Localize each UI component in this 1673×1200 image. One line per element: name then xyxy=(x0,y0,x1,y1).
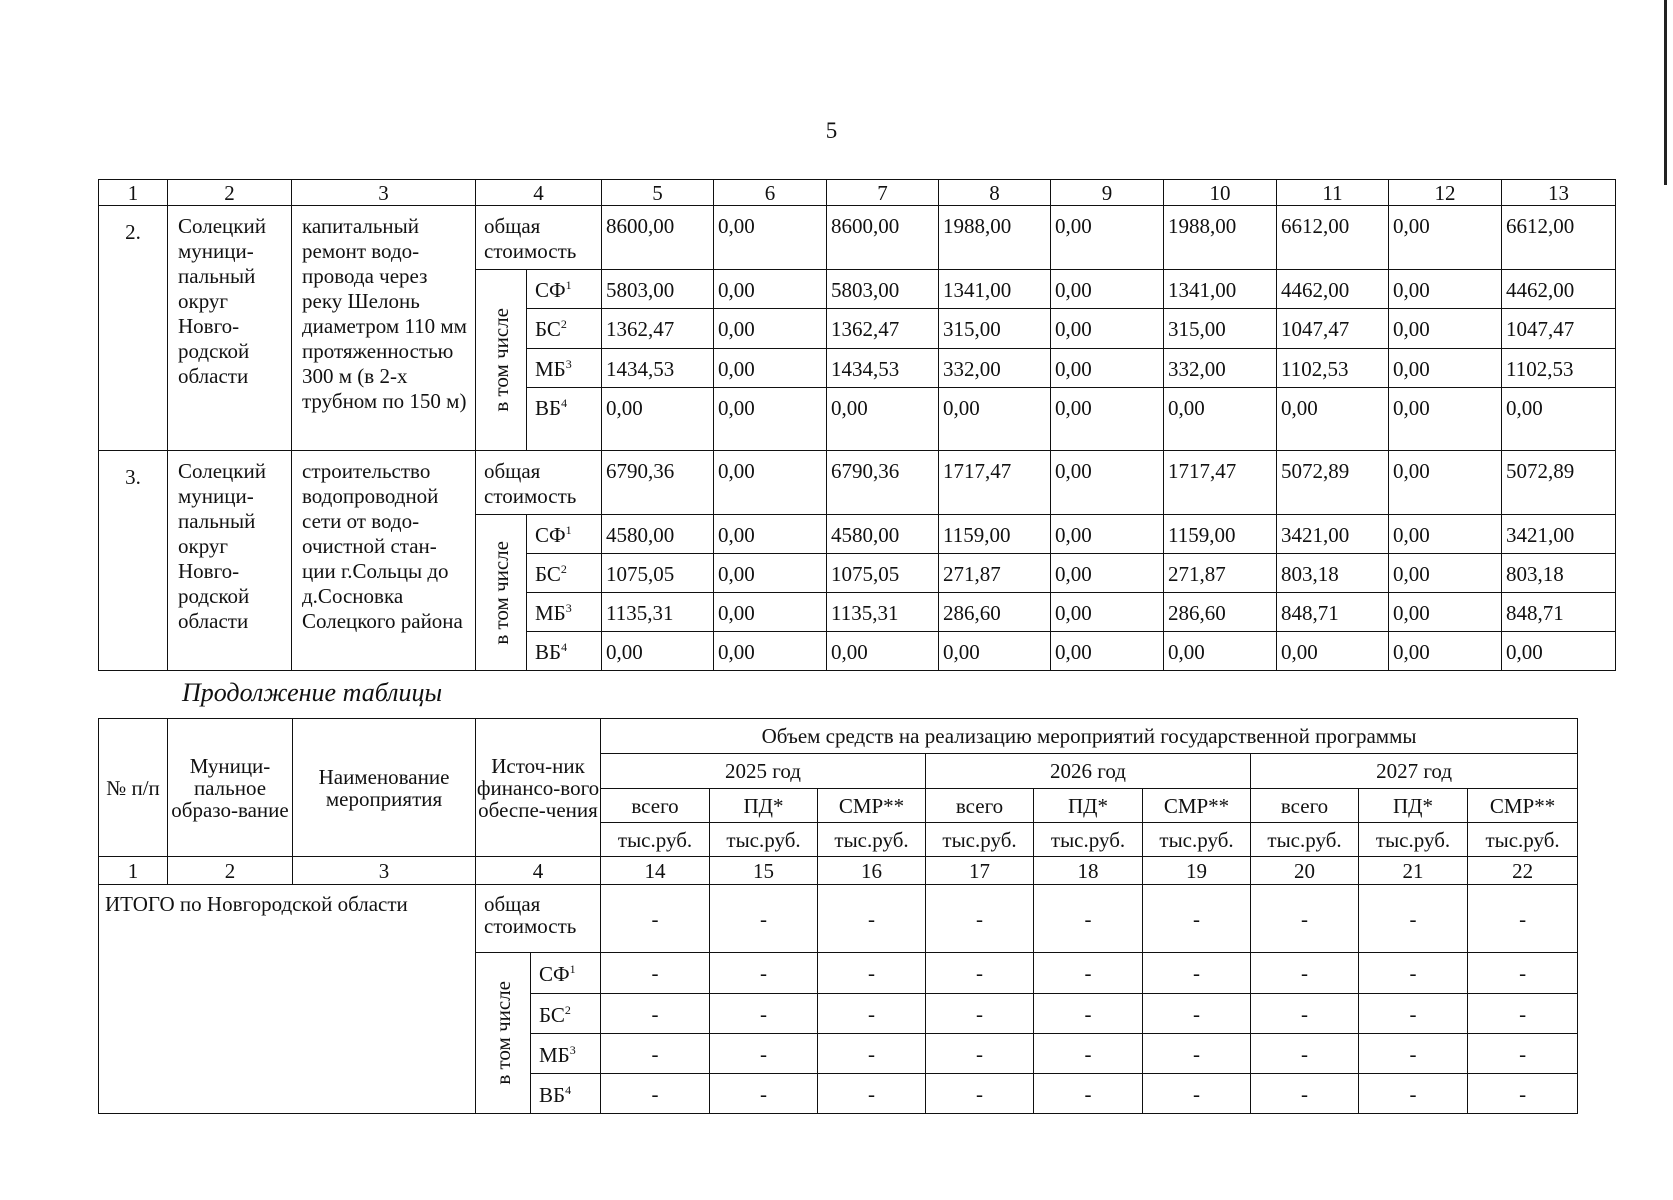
value-cell: 315,00 xyxy=(939,309,1051,348)
value-cell: 1075,05 xyxy=(827,554,939,593)
header-subcol: ПД* xyxy=(1034,789,1143,823)
value-cell: 4462,00 xyxy=(1277,270,1389,309)
value-cell: 0,00 xyxy=(1389,554,1502,593)
value-cell: 0,00 xyxy=(714,554,827,593)
empty-value: - xyxy=(1034,994,1143,1034)
value-cell: 4462,00 xyxy=(1502,270,1616,309)
value-cell: 0,00 xyxy=(939,632,1051,671)
row-number: 2. xyxy=(99,206,168,451)
total-cost-label: общая стоимость xyxy=(476,451,602,515)
col-number: 18 xyxy=(1034,857,1143,885)
header-volume: Объем средств на реализацию мероприятий государственной программы xyxy=(601,719,1578,754)
source-vb: $ВБ^4$ xyxy=(527,388,602,451)
header-subcol: СМР** xyxy=(1468,789,1578,823)
value-cell: 0,00 xyxy=(1277,388,1389,451)
value-cell: 0,00 xyxy=(1502,632,1616,671)
empty-value: - xyxy=(926,885,1034,953)
empty-value: - xyxy=(1359,1074,1468,1114)
source-mb: $МБ^3$ xyxy=(527,593,602,632)
source-mb: $МБ^3$ xyxy=(531,1034,601,1074)
value-cell: 1135,31 xyxy=(827,593,939,632)
header-unit: тыс.руб. xyxy=(710,823,818,857)
value-cell: 1135,31 xyxy=(602,593,714,632)
header-unit: тыс.руб. xyxy=(1251,823,1359,857)
empty-value: - xyxy=(818,1074,926,1114)
empty-value: - xyxy=(1468,1074,1578,1114)
value-cell: 0,00 xyxy=(1389,309,1502,348)
value-cell: 803,18 xyxy=(1502,554,1616,593)
value-cell: 1159,00 xyxy=(939,515,1051,554)
col-number: 21 xyxy=(1359,857,1468,885)
value-cell: 1434,53 xyxy=(602,348,714,387)
empty-value: - xyxy=(601,885,710,953)
header-event: Наименование мероприятия xyxy=(293,719,476,857)
value-cell: 1159,00 xyxy=(1164,515,1277,554)
value-cell: 6790,36 xyxy=(602,451,714,515)
value-cell: 0,00 xyxy=(602,388,714,451)
col-number: 15 xyxy=(710,857,818,885)
value-cell: 1341,00 xyxy=(939,270,1051,309)
value-cell: 848,71 xyxy=(1277,593,1389,632)
empty-value: - xyxy=(1468,1034,1578,1074)
empty-value: - xyxy=(1468,885,1578,953)
value-cell: 0,00 xyxy=(1164,632,1277,671)
source-sf: $СФ^1$ xyxy=(531,953,601,994)
total-row xyxy=(99,885,1578,953)
value-cell: 0,00 xyxy=(1051,309,1164,348)
value-cell: 5072,89 xyxy=(1502,451,1616,515)
empty-value: - xyxy=(926,953,1034,994)
source-bs: $БС^2$ xyxy=(527,554,602,593)
value-cell: 1047,47 xyxy=(1502,309,1616,348)
value-cell: 0,00 xyxy=(714,206,827,270)
page-number: 5 xyxy=(825,118,838,143)
value-cell: 0,00 xyxy=(714,593,827,632)
source-vb: $ВБ^4$ xyxy=(527,632,602,671)
value-cell: 1717,47 xyxy=(939,451,1051,515)
table-row xyxy=(99,206,1616,270)
col-number: 16 xyxy=(818,857,926,885)
col-number: 5 xyxy=(602,180,714,206)
value-cell: 0,00 xyxy=(1389,593,1502,632)
empty-value: - xyxy=(818,953,926,994)
value-cell: 803,18 xyxy=(1277,554,1389,593)
value-cell: 332,00 xyxy=(1164,348,1277,387)
header-unit: тыс.руб. xyxy=(601,823,710,857)
value-cell: 286,60 xyxy=(1164,593,1277,632)
value-cell: 0,00 xyxy=(714,270,827,309)
program-table xyxy=(98,179,1616,671)
table-row xyxy=(99,451,1616,515)
value-cell: 0,00 xyxy=(1164,388,1277,451)
value-cell: 0,00 xyxy=(827,388,939,451)
header-year-2027: 2027 год xyxy=(1251,754,1578,789)
value-cell: 5803,00 xyxy=(602,270,714,309)
empty-value: - xyxy=(710,885,818,953)
value-cell: 0,00 xyxy=(1389,388,1502,451)
source-sf: $СФ^1$ xyxy=(527,270,602,309)
value-cell: 0,00 xyxy=(714,388,827,451)
empty-value: - xyxy=(710,953,818,994)
value-cell: 315,00 xyxy=(1164,309,1277,348)
value-cell: 0,00 xyxy=(1051,451,1164,515)
col-number: 17 xyxy=(926,857,1034,885)
municipality-cell: Солецкий муници-пальный округ Новго-родской области xyxy=(168,206,292,451)
empty-value: - xyxy=(1034,953,1143,994)
empty-value: - xyxy=(710,994,818,1034)
total-cost-label: общая стоимость xyxy=(476,885,601,953)
col-number: 4 xyxy=(476,180,602,206)
empty-value: - xyxy=(1359,885,1468,953)
empty-value: - xyxy=(1251,1034,1359,1074)
value-cell: 0,00 xyxy=(1389,206,1502,270)
empty-value: - xyxy=(1251,953,1359,994)
empty-value: - xyxy=(1468,953,1578,994)
total-row-label: ИТОГО по Новгородской области xyxy=(99,885,476,1114)
empty-value: - xyxy=(1034,1074,1143,1114)
event-cell: строительство водопроводной сети от водо-очистной стан-ции г.Сольцы до д.Сосновка Солецкого района xyxy=(292,451,476,671)
source-bs: $БС^2$ xyxy=(527,309,602,348)
value-cell: 0,00 xyxy=(714,348,827,387)
value-cell: 1988,00 xyxy=(1164,206,1277,270)
header-unit: тыс.руб. xyxy=(1468,823,1578,857)
value-cell: 4580,00 xyxy=(827,515,939,554)
including-label: в том числе xyxy=(476,953,531,1114)
row-number: 3. xyxy=(99,451,168,671)
header-unit: тыс.руб. xyxy=(1143,823,1251,857)
value-cell: 1102,53 xyxy=(1502,348,1616,387)
empty-value: - xyxy=(710,1034,818,1074)
municipality-cell: Солецкий муници-пальный округ Новго-родской области xyxy=(168,451,292,671)
col-number: 6 xyxy=(714,180,827,206)
value-cell: 1362,47 xyxy=(602,309,714,348)
value-cell: 0,00 xyxy=(714,451,827,515)
header-subcol: всего xyxy=(601,789,710,823)
col-number: 2 xyxy=(168,180,292,206)
including-label: в том числе xyxy=(476,515,527,671)
col-number: 19 xyxy=(1143,857,1251,885)
value-cell: 0,00 xyxy=(1389,270,1502,309)
source-sf: $СФ^1$ xyxy=(527,515,602,554)
value-cell: 0,00 xyxy=(1389,632,1502,671)
value-cell: 0,00 xyxy=(1277,632,1389,671)
col-number: 12 xyxy=(1389,180,1502,206)
empty-value: - xyxy=(1359,1034,1468,1074)
including-label: в том числе xyxy=(476,270,527,451)
empty-value: - xyxy=(818,1034,926,1074)
value-cell: 286,60 xyxy=(939,593,1051,632)
value-cell: 0,00 xyxy=(714,309,827,348)
header-subcol: ПД* xyxy=(1359,789,1468,823)
col-number: 1 xyxy=(99,180,168,206)
empty-value: - xyxy=(1034,885,1143,953)
empty-value: - xyxy=(1143,1074,1251,1114)
source-vb: $ВБ^4$ xyxy=(531,1074,601,1114)
column-number-row xyxy=(99,857,1578,885)
header-no: № п/п xyxy=(99,719,168,857)
empty-value: - xyxy=(1034,1034,1143,1074)
value-cell: 0,00 xyxy=(1389,348,1502,387)
value-cell: 3421,00 xyxy=(1277,515,1389,554)
col-number: 13 xyxy=(1502,180,1616,206)
col-number: 2 xyxy=(168,857,293,885)
value-cell: 4580,00 xyxy=(602,515,714,554)
empty-value: - xyxy=(1359,953,1468,994)
value-cell: 0,00 xyxy=(1502,388,1616,451)
header-unit: тыс.руб. xyxy=(926,823,1034,857)
empty-value: - xyxy=(926,1034,1034,1074)
value-cell: 1102,53 xyxy=(1277,348,1389,387)
value-cell: 6790,36 xyxy=(827,451,939,515)
column-number-row xyxy=(99,180,1616,206)
value-cell: 6612,00 xyxy=(1502,206,1616,270)
value-cell: 1047,47 xyxy=(1277,309,1389,348)
empty-value: - xyxy=(601,994,710,1034)
empty-value: - xyxy=(1359,994,1468,1034)
empty-value: - xyxy=(1468,994,1578,1034)
value-cell: 0,00 xyxy=(1051,388,1164,451)
header-subcol: СМР** xyxy=(1143,789,1251,823)
empty-value: - xyxy=(926,994,1034,1034)
col-number: 20 xyxy=(1251,857,1359,885)
empty-value: - xyxy=(1251,994,1359,1034)
col-number: 3 xyxy=(293,857,476,885)
value-cell: 0,00 xyxy=(714,515,827,554)
value-cell: 0,00 xyxy=(1389,515,1502,554)
empty-value: - xyxy=(1143,994,1251,1034)
col-number: 14 xyxy=(601,857,710,885)
continuation-title: Продолжение таблицы xyxy=(182,678,443,707)
header-unit: тыс.руб. xyxy=(1034,823,1143,857)
empty-value: - xyxy=(601,1034,710,1074)
col-number: 8 xyxy=(939,180,1051,206)
value-cell: 0,00 xyxy=(1389,451,1502,515)
source-mb: $МБ^3$ xyxy=(527,348,602,387)
header-unit: тыс.руб. xyxy=(818,823,926,857)
value-cell: 6612,00 xyxy=(1277,206,1389,270)
header-subcol: СМР** xyxy=(818,789,926,823)
value-cell: 271,87 xyxy=(939,554,1051,593)
value-cell: 0,00 xyxy=(1051,632,1164,671)
value-cell: 1434,53 xyxy=(827,348,939,387)
empty-value: - xyxy=(1251,1074,1359,1114)
header-subcol: всего xyxy=(926,789,1034,823)
value-cell: 1988,00 xyxy=(939,206,1051,270)
value-cell: 0,00 xyxy=(939,388,1051,451)
source-bs: $БС^2$ xyxy=(531,994,601,1034)
value-cell: 848,71 xyxy=(1502,593,1616,632)
empty-value: - xyxy=(818,885,926,953)
total-cost-label: общая стоимость xyxy=(476,206,602,270)
value-cell: 0,00 xyxy=(1051,206,1164,270)
value-cell: 332,00 xyxy=(939,348,1051,387)
empty-value: - xyxy=(926,1074,1034,1114)
value-cell: 0,00 xyxy=(827,632,939,671)
value-cell: 5803,00 xyxy=(827,270,939,309)
page-edge-mark xyxy=(1664,0,1667,185)
empty-value: - xyxy=(818,994,926,1034)
value-cell: 0,00 xyxy=(1051,515,1164,554)
value-cell: 8600,00 xyxy=(602,206,714,270)
col-number: 4 xyxy=(476,857,601,885)
col-number: 7 xyxy=(827,180,939,206)
value-cell: 5072,89 xyxy=(1277,451,1389,515)
value-cell: 3421,00 xyxy=(1502,515,1616,554)
value-cell: 0,00 xyxy=(1051,348,1164,387)
value-cell: 0,00 xyxy=(1051,554,1164,593)
empty-value: - xyxy=(1143,885,1251,953)
empty-value: - xyxy=(710,1074,818,1114)
col-number: 10 xyxy=(1164,180,1277,206)
col-number: 11 xyxy=(1277,180,1389,206)
value-cell: 1362,47 xyxy=(827,309,939,348)
header-source: Источ-ник финансо-вого обеспе-чения xyxy=(476,719,601,857)
header-subcol: ПД* xyxy=(710,789,818,823)
value-cell: 271,87 xyxy=(1164,554,1277,593)
continuation-table xyxy=(98,718,1578,1114)
col-number: 22 xyxy=(1468,857,1578,885)
header-subcol: всего xyxy=(1251,789,1359,823)
header-year-2026: 2026 год xyxy=(926,754,1251,789)
empty-value: - xyxy=(601,953,710,994)
empty-value: - xyxy=(1251,885,1359,953)
value-cell: 1341,00 xyxy=(1164,270,1277,309)
value-cell: 0,00 xyxy=(1051,270,1164,309)
header-municipality: Муници-пальное образо-вание xyxy=(168,719,293,857)
col-number: 9 xyxy=(1051,180,1164,206)
empty-value: - xyxy=(1143,953,1251,994)
event-cell: капитальный ремонт водо-провода через реку Шелонь диаметром 110 мм протяженностью 300 м (в 2-х трубном по 150 м) xyxy=(292,206,476,451)
header-unit: тыс.руб. xyxy=(1359,823,1468,857)
empty-value: - xyxy=(1143,1034,1251,1074)
col-number: 1 xyxy=(99,857,168,885)
header-year-2025: 2025 год xyxy=(601,754,926,789)
value-cell: 1717,47 xyxy=(1164,451,1277,515)
value-cell: 8600,00 xyxy=(827,206,939,270)
value-cell: 1075,05 xyxy=(602,554,714,593)
value-cell: 0,00 xyxy=(602,632,714,671)
value-cell: 0,00 xyxy=(714,632,827,671)
col-number: 3 xyxy=(292,180,476,206)
header-row xyxy=(99,719,1578,754)
empty-value: - xyxy=(601,1074,710,1114)
value-cell: 0,00 xyxy=(1051,593,1164,632)
